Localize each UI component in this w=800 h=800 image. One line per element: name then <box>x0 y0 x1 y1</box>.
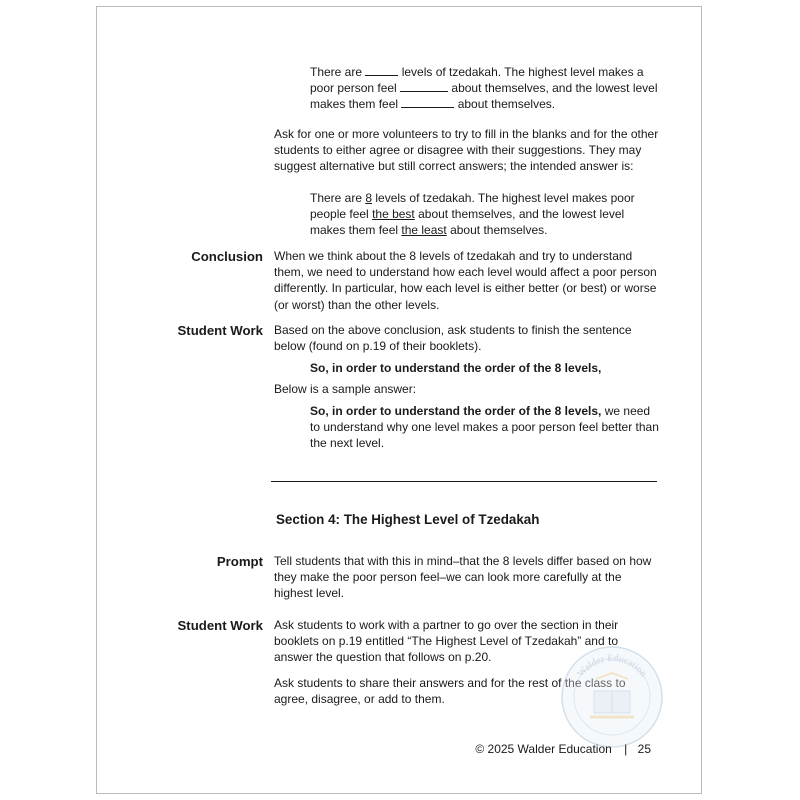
text-line: to understand why one level makes a poor person feel better than <box>310 420 659 435</box>
text: about themselves, and the lowest level <box>414 207 625 222</box>
text-line: Below is a sample answer: <box>274 382 417 396</box>
student-work-label: Student Work <box>177 618 263 633</box>
text-line: answer the question that follows on p.20. <box>274 650 492 665</box>
text: levels of tzedakah. The highest level makes a <box>398 65 644 79</box>
prompt-paragraph <box>274 553 659 602</box>
page-number: 25 <box>637 742 651 756</box>
text: about themselves. <box>454 97 556 112</box>
sentence-prompt <box>310 360 660 376</box>
bold-prompt: So, in order to understand the order of the 8 levels, <box>310 361 602 375</box>
sample-answer <box>310 403 660 452</box>
text-line: students to either agree or disagree with their suggestions. They may <box>274 143 642 158</box>
section-divider <box>271 481 657 482</box>
text-line: suggest alternative but still correct answers; the intended answer is: <box>274 159 634 174</box>
text-line: Based on the above conclusion, ask students to finish the sentence <box>274 323 632 337</box>
bold-prompt: So, in order to understand the order of the 8 levels, <box>310 404 602 418</box>
text: levels of tzedakah. The highest level makes poor <box>372 191 635 205</box>
text-line: agree, disagree, or add to them. <box>274 692 445 707</box>
text-line: the next level. <box>310 436 385 451</box>
blank-line <box>401 97 454 108</box>
text: about themselves. <box>446 223 548 238</box>
conclusion-label: Conclusion <box>191 249 263 264</box>
text-line: differently. In particular, how each level is either better (or best) or worse <box>274 281 657 296</box>
fill-in-blanks-paragraph <box>310 64 660 113</box>
student-work-paragraph <box>274 322 659 354</box>
text-line: below (found on p.19 of their booklets). <box>274 339 482 354</box>
walder-education-seal-watermark <box>560 645 664 749</box>
footer-copyright: © 2025 Walder Education <box>475 742 612 756</box>
text-line: they make the poor person feel–we can look more carefully at the <box>274 570 622 585</box>
answer-paragraph <box>310 190 660 239</box>
blank-line <box>400 81 448 92</box>
footer-separator: | <box>624 742 628 756</box>
text-line: Tell students that with this in mind–that the 8 levels differ based on how <box>274 554 652 568</box>
text-line: (or worst) than the other levels. <box>274 297 440 312</box>
underlined-answer: the best <box>372 207 415 222</box>
text-line: Ask for one or more volunteers to try to fill in the blanks and for the other <box>274 127 659 141</box>
text-line: booklets on p.19 entitled “The Highest Level of Tzedakah” and to <box>274 634 618 649</box>
text-line: them, we need to understand how each level would affect a poor person <box>274 265 657 280</box>
document-page <box>96 6 702 794</box>
text: poor person feel <box>310 81 401 96</box>
sample-intro <box>274 381 659 397</box>
text: There are <box>310 191 366 205</box>
text-line: Ask students to share their answers and for the rest of the class to <box>274 676 626 690</box>
underlined-answer: the least <box>401 223 447 238</box>
text: about themselves, and the lowest level <box>448 81 658 96</box>
instructions-paragraph <box>274 126 659 175</box>
text-line: highest level. <box>274 586 345 601</box>
seal-text: Walder Education <box>575 652 649 680</box>
blank-line <box>365 65 398 76</box>
page-footer <box>475 742 651 756</box>
text: we need <box>601 404 651 418</box>
section-title: Section 4: The Highest Level of Tzedakah <box>276 512 540 527</box>
text: people feel <box>310 207 373 222</box>
text: makes them feel <box>310 223 402 238</box>
underlined-answer: 8 <box>365 191 373 205</box>
text-line: When we think about the 8 levels of tzedakah and try to understand <box>274 249 633 263</box>
student-work-label: Student Work <box>177 323 263 338</box>
text: There are <box>310 65 366 79</box>
text: makes them feel <box>310 97 402 112</box>
conclusion-paragraph <box>274 248 659 313</box>
prompt-label: Prompt <box>216 554 263 569</box>
text-line: Ask students to work with a partner to go over the section in their <box>274 618 619 632</box>
